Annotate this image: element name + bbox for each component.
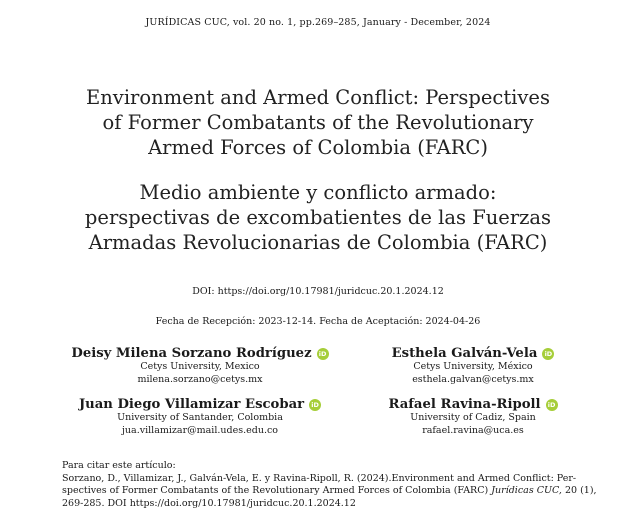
author-email[interactable]: jua.villamizar@mail.udes.edu.co xyxy=(121,424,279,436)
author-name: Juan Diego Villamizar Escobar xyxy=(78,397,305,412)
author-block xyxy=(373,346,573,386)
title-english xyxy=(40,85,596,160)
author-block xyxy=(62,346,338,386)
citation-label: Para citar este artículo: xyxy=(62,460,176,471)
author-block xyxy=(373,397,573,437)
citation-text-tail: 20 (1), 269-285. DOI https://doi.org/10.17981/juridcuc.20.1.2024.12 xyxy=(62,485,597,509)
author-affiliation: University of Cadiz, Spain xyxy=(410,412,536,423)
citation-block xyxy=(62,460,602,510)
title-english-line: Armed Forces of Colombia (FARC) xyxy=(148,136,488,159)
author-affiliation: Cetys University, Mexico xyxy=(140,361,260,372)
author-block xyxy=(62,397,338,437)
citation-text xyxy=(62,473,602,511)
orcid-icon[interactable]: iD xyxy=(546,399,558,411)
author-affiliation: University of Santander, Colombia xyxy=(117,412,283,423)
title-spanish xyxy=(40,180,596,255)
citation-journal: Jurídicas CUC, xyxy=(491,485,562,496)
author-email[interactable]: milena.sorzano@cetys.mx xyxy=(137,373,263,385)
title-spanish-line: Armadas Revolucionarias de Colombia (FARC) xyxy=(88,231,548,254)
citation-text-main: Sorzano, D., Villamizar, J., Galván-Vela, E. y Ravina-Ripoll, R. (2024).Environment and Armed Conflict: Per-spectives of Former Combatants of the Revolutionary Armed Forces of Colombia (FARC) xyxy=(62,472,577,496)
orcid-icon[interactable]: iD xyxy=(317,348,329,360)
orcid-icon[interactable]: iD xyxy=(542,348,554,360)
author-email[interactable]: rafael.ravina@uca.es xyxy=(422,424,524,436)
submission-dates: Fecha de Recepción: 2023-12-14. Fecha de Aceptación: 2024-04-26 xyxy=(155,316,481,327)
orcid-icon[interactable]: iD xyxy=(309,399,321,411)
title-english-line: of Former Combatants of the Revolutionary xyxy=(102,111,534,134)
title-spanish-line: Medio ambiente y conflicto armado: xyxy=(139,181,497,204)
author-email[interactable]: esthela.galvan@cetys.mx xyxy=(412,373,534,385)
journal-header: JURÍDICAS CUC, vol. 20 no. 1, pp.269–285, January - December, 2024 xyxy=(145,17,491,28)
title-spanish-line: perspectivas de excombatientes de las Fuerzas xyxy=(84,206,552,229)
author-name: Rafael Ravina-Ripoll xyxy=(388,397,541,412)
title-english-line: Environment and Armed Conflict: Perspectives xyxy=(86,86,550,109)
author-name: Esthela Galván-Vela xyxy=(391,346,538,361)
author-affiliation: Cetys University, México xyxy=(413,361,533,372)
doi-line: DOI: https://doi.org/10.17981/juridcuc.20.1.2024.12 xyxy=(192,286,444,297)
author-name: Deisy Milena Sorzano Rodríguez xyxy=(71,346,312,361)
